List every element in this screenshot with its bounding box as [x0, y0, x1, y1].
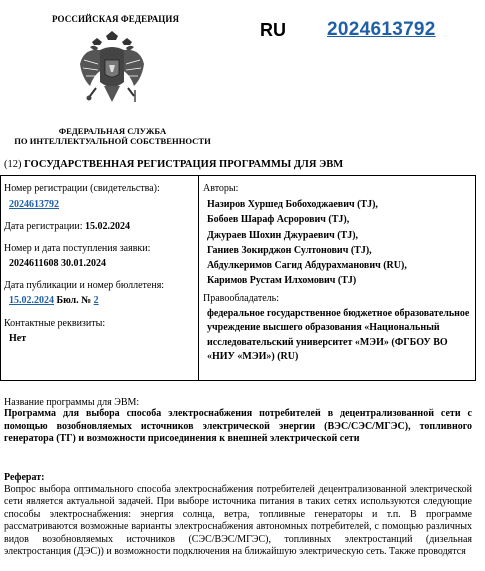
program-name-label: Название программы для ЭВМ:: [4, 397, 140, 408]
program-title: Программа для выбора способа электроснабжения потребителей в децентрализованной сети с помощью возобновляемых источников электрической энергии (ВЭС/СЭС/МГЭС), топливного генератора (ТГ) и возможности присоединения к внешней электрической сети: [4, 408, 472, 444]
application-value: 2024611608 30.01.2024: [9, 258, 106, 269]
publication-date-link[interactable]: 15.02.2024: [9, 295, 54, 306]
publication-row: [9, 295, 99, 306]
owner-value: федеральное государственное бюджетное образовательное учреждение высшего образования «Национальный исследовательский университет «МЭИ» (ФГБОУ ВО «НИУ «МЭИ») (RU): [207, 308, 470, 362]
authors-label: Авторы:: [203, 183, 239, 194]
country-name: РОССИЙСКАЯ ФЕДЕРАЦИЯ: [52, 14, 180, 24]
reg-date-value: 15.02.2024: [85, 221, 131, 232]
application-label: Номер и дата поступления заявки:: [4, 243, 151, 254]
russian-coat-of-arms-icon: [78, 30, 146, 112]
contacts-label: Контактные реквизиты:: [4, 318, 106, 329]
author-item: Джураев Шохин Джураевич (TJ),: [207, 229, 359, 241]
agency-line-1: ФЕДЕРАЛЬНАЯ СЛУЖБА: [58, 126, 167, 136]
column-divider: [198, 175, 199, 381]
author-item: Ганиев Зокирджон Султонович (TJ),: [207, 244, 372, 256]
abstract-label: Реферат:: [4, 472, 45, 483]
abstract-text: Вопрос выбора оптимального способа электроснабжения потребителей децентрализованной электрической сети является актуальной задачей. При выборе источника питания в таких сетях используются следующие способы электроснабжения: энергия солнца, ветра, топливные генераторы и т.п. В программе рассматриваются возможные варианты электроснабжения автономных потребителей, с помощью различных видов возобновляемых источников (СЭС/ВЭС/МГЭС), топливных электростанций (дизельная электростанция (ДЭС)) и возможности подключения на ближайшую электрическую сеть. Также проводятся: [4, 484, 472, 558]
owner-label: Правообладатель:: [203, 293, 279, 304]
publication-label: Дата публикации и номер бюллетеня:: [4, 280, 165, 291]
bulletin-number-link[interactable]: 2: [93, 295, 99, 306]
author-item: Каримов Рустам Илхомович (TJ): [207, 275, 357, 287]
country-code: RU: [260, 20, 286, 40]
author-item: Бобоев Шараф Асрорович (TJ),: [207, 214, 350, 226]
bulletin-label: Бюл. №: [56, 295, 92, 306]
reg-date-label: Дата регистрации:: [4, 221, 83, 232]
reg-date-row: [4, 221, 130, 232]
authors-list: [207, 197, 407, 289]
reg-number-label: Номер регистрации (свидетельства):: [4, 183, 160, 194]
document-title: [4, 159, 343, 170]
title-code: (12): [4, 159, 22, 170]
author-item: Назиров Хуршед Бобоходжаевич (TJ),: [207, 199, 378, 210]
title-text: ГОСУДАРСТВЕННАЯ РЕГИСТРАЦИЯ ПРОГРАММЫ ДЛЯ ЭВМ: [24, 159, 344, 170]
registration-number-link[interactable]: 2024613792: [327, 19, 436, 40]
agency-name: [10, 126, 215, 146]
reg-number-link[interactable]: 2024613792: [9, 199, 59, 210]
contacts-value: Нет: [9, 333, 27, 344]
author-item: Абдулкеримов Сагид Абдурахманович (RU),: [207, 260, 407, 272]
agency-line-2: ПО ИНТЕЛЛЕКТУАЛЬНОЙ СОБСТВЕННОСТИ: [14, 136, 211, 146]
